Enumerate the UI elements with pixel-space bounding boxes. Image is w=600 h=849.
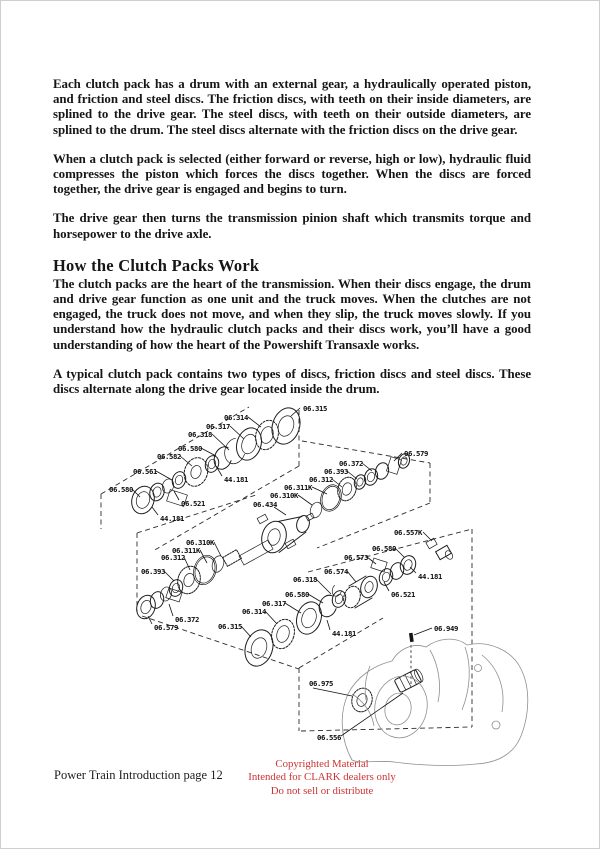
lower-left-bearing-stack: [134, 552, 226, 621]
part-label: 06.393: [141, 567, 165, 576]
leader-line: [164, 571, 174, 581]
part-label: 06.312: [161, 553, 185, 562]
part-label: 44.181: [332, 629, 356, 638]
part-label: 06.574: [324, 567, 348, 576]
part-label: 06.393: [324, 467, 348, 476]
leader-line: [241, 626, 251, 637]
paragraph-clutch-selection: When a clutch pack is selected (either forward or reverse, high or low), hydraulic fluid compresses the piston which forces the discs together. When the discs are forced together, the drive gear is engaged and begins to turn.: [53, 151, 531, 197]
paragraph-drive-gear: The drive gear then turns the transmission pinion shaft which transmits torque and horsepower to the drive axle.: [53, 211, 531, 241]
part-label: 06.949: [434, 624, 458, 633]
part-label: 06.557K: [394, 528, 422, 537]
part-label: 06.582: [157, 452, 181, 461]
copyright-line: Do not sell or distribute: [270, 784, 374, 797]
leader-line: [395, 548, 404, 557]
part-label: 06.310K: [186, 538, 214, 547]
part-label: 06.318: [188, 430, 212, 439]
part-label: 06.372: [175, 615, 199, 624]
leader-line: [316, 579, 331, 594]
leader-line: [298, 495, 312, 505]
leader-line: [265, 611, 277, 624]
leader-line: [200, 550, 207, 563]
part-label: 06.580: [109, 485, 133, 494]
leader-line: [347, 571, 356, 582]
leader-line: [152, 507, 158, 515]
figure-labels: [109, 404, 458, 742]
part-label: 06.314: [224, 413, 248, 422]
leader-line: [423, 532, 432, 541]
part-label: 06.312: [309, 475, 333, 484]
copyright-line: Copyrighted Material: [275, 758, 369, 770]
leader-line: [312, 487, 327, 494]
part-label: 06.315: [218, 622, 242, 631]
part-label: 06.311K: [172, 546, 200, 555]
section-heading: How the Clutch Packs Work: [53, 255, 260, 275]
part-label: 06.521: [181, 499, 205, 508]
part-label: 06.580: [372, 544, 396, 553]
leader-line: [347, 471, 357, 479]
part-label: 06.579: [404, 449, 428, 458]
part-label: 06.317: [206, 422, 230, 431]
leader-line: [362, 463, 372, 471]
leader-line: [214, 542, 221, 556]
part-label: 44.181: [418, 572, 442, 581]
part-label: 06.317: [262, 599, 286, 608]
leader-line: [384, 582, 389, 591]
leader-line: [169, 604, 173, 616]
copyright-line: Intended for CLARK dealers only: [248, 771, 396, 784]
page-number-label: Power Train Introduction page 12: [54, 768, 223, 782]
leader-line: [327, 620, 330, 630]
leader-line: [313, 688, 352, 696]
dowel-pin: [409, 633, 414, 642]
paragraph-clutch-heart: The clutch packs are the heart of the transmission. When their discs engage, the drum and drive gear function as one unit and the truck moves. When the clutches are not engaged, the truck does not move, and when they slip, the truck moves slowly. If you understand how the hydraulic clutch packs and their discs work, you’ll have a good understanding of how the heart of the Powershift Transaxle works.: [53, 276, 531, 352]
leader-line: [201, 448, 216, 456]
part-label: 06.573: [344, 553, 368, 562]
leader-line: [248, 417, 261, 427]
part-label: 06.315: [303, 404, 327, 413]
leader-line: [285, 603, 301, 613]
part-label: 06.314: [242, 607, 266, 616]
pinion-shaft: [223, 513, 315, 566]
part-label: 06.310K: [270, 491, 298, 500]
part-label: 06.434: [253, 500, 277, 509]
copyright-notice: [227, 758, 417, 798]
part-label: 06.975: [309, 679, 333, 688]
part-label: 06.372: [339, 459, 363, 468]
part-label: 44.181: [224, 475, 248, 484]
part-label: 06.521: [391, 590, 415, 599]
leader-line: [216, 466, 222, 476]
part-label: 06.556: [317, 733, 341, 742]
part-label: 06.579: [154, 623, 178, 632]
part-label: 06.580: [285, 590, 309, 599]
part-label: 06.311K: [284, 483, 312, 492]
transaxle-housing: [342, 639, 528, 765]
paragraph-clutch-pack-parts: Each clutch pack has a drum with an external gear, a hydraulically operated piston, and friction and steel discs. The friction discs, with teeth on their inside diameters, are splined to the drive gear. The steel discs, with teeth on their outside diameters, are splined to the drum. The steel discs alternate with the friction discs on the drive gear.: [53, 77, 531, 137]
part-label: 06.318: [293, 575, 317, 584]
part-label: 44.181: [160, 514, 184, 523]
leader-line: [156, 471, 172, 480]
paragraph-typical-pack: A typical clutch pack contains two types of discs, friction discs and steel discs. These discs alternate along the drive gear located inside the drum.: [53, 366, 531, 397]
part-label: 06.580: [178, 444, 202, 453]
part-label: 06.561: [133, 467, 157, 476]
leader-line: [414, 628, 432, 635]
